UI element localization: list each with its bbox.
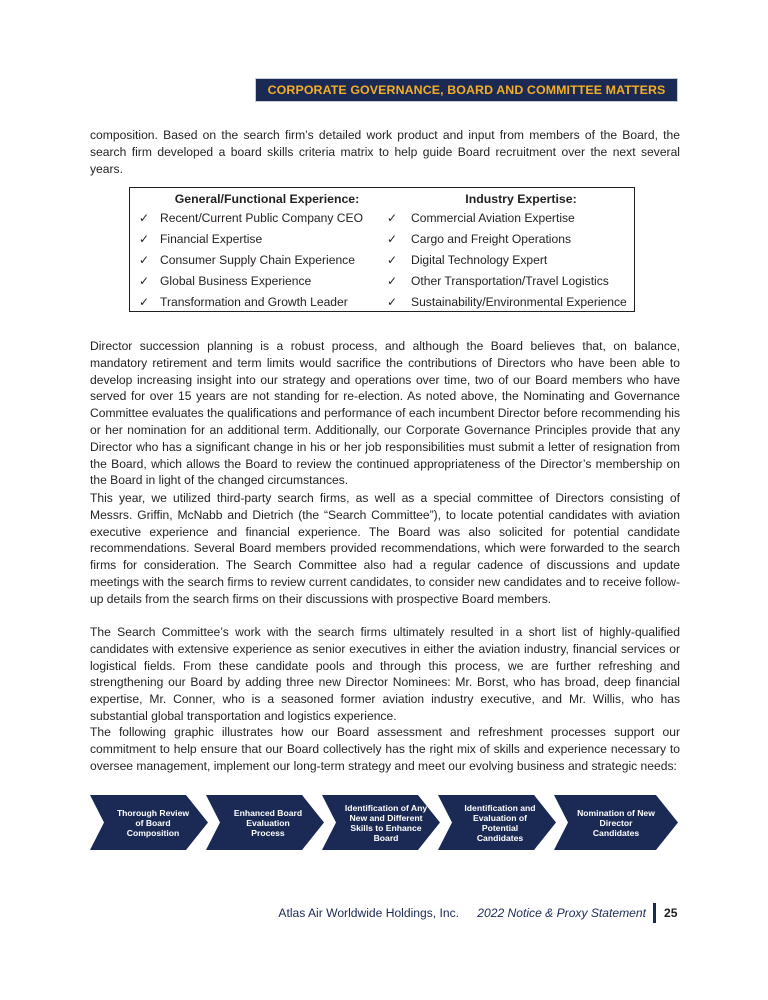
skills-column-general xyxy=(130,188,380,313)
checkmark-icon: ✓ xyxy=(387,253,398,267)
board-refreshment-process-graphic xyxy=(90,795,680,850)
checkmark-icon: ✓ xyxy=(139,253,150,267)
skill-label: Commercial Aviation Expertise xyxy=(411,211,575,225)
checkmark-icon: ✓ xyxy=(139,274,150,288)
process-step-label: Enhanced Board Evaluation Process xyxy=(233,807,303,838)
skills-column-industry xyxy=(382,188,634,313)
search-committee-paragraph: The Search Committee’s work with the search firms ultimately resulted in a short list of highly-qualified candidates with extensive experience as senior executives in either the aviation industry, financial services or logistical fields. From these candidate pools and through this process, we are further refreshing and strengthening our Board by adding three new Director Nominees: Mr. Borst, who has broad, deep financial expertise, Mr. Conner, who is a seasoned former aviation industry executive, and Mr. Willis, who has substantial global transportation and logistics experience. xyxy=(90,625,680,723)
skill-label: Consumer Supply Chain Experience xyxy=(160,253,355,267)
process-step-label: Identification and Evaluation of Potential Candidates xyxy=(464,802,536,843)
checkmark-icon: ✓ xyxy=(387,211,398,225)
page-footer xyxy=(0,906,768,922)
graphic-intro-paragraph: The following graphic illustrates how our Board assessment and refreshment processes support our commitment to help ensure that our Board collectively has the right mix of skills and experience necessary to oversee management, implement our long-term strategy and meet our evolving business and strategic needs: xyxy=(90,725,680,773)
skill-label: Recent/Current Public Company CEO xyxy=(160,211,363,225)
skill-label: Financial Expertise xyxy=(160,232,263,246)
skill-item xyxy=(382,292,634,313)
skills-heading-industry: Industry Expertise: xyxy=(465,192,577,206)
succession-paragraph: Director succession planning is a robust process, and although the Board believes that, on balance, mandatory retirement and term limits would sacrifice the contributions of Directors who have been able to develop increasing insight into our strategy and operations over time, two of our Board members who have served for over 15 years are not standing for re-election. As noted above, the Nominating and Governance Committee evaluates the qualifications and performance of each incumbent Director before recommending his or her nomination for an additional term. Additionally, our Corporate Governance Principles provide that any Director who has a significant change in his or her job responsibilities must submit a letter of resignation from the Board, which allows the Board to review the continued appropriateness of the Director’s membership on the Board in light of the changed circumstances. xyxy=(90,339,680,488)
skill-label: Other Transportation/Travel Logistics xyxy=(411,274,609,288)
skills-heading-general: General/Functional Experience: xyxy=(174,192,360,206)
skill-item xyxy=(130,271,380,292)
intro-paragraph: composition. Based on the search firm’s detailed work product and input from members of the Board, the search firm developed a board skills criteria matrix to help guide Board recruitment over the next several years. xyxy=(90,128,680,176)
page-number: 25 xyxy=(664,906,678,920)
process-step-label: Thorough Review of Board Composition xyxy=(116,807,190,838)
checkmark-icon: ✓ xyxy=(387,232,398,246)
skill-label: Cargo and Freight Operations xyxy=(411,232,571,246)
skill-label: Sustainability/Environmental Experience xyxy=(411,295,627,309)
section-title-banner: CORPORATE GOVERNANCE, BOARD AND COMMITTEE MATTERS xyxy=(256,79,677,101)
skill-item xyxy=(382,271,634,292)
skill-item xyxy=(130,292,380,313)
skill-label: Digital Technology Expert xyxy=(411,253,548,267)
process-step-label: Identification of Any New and Different Skills to Enhance Board xyxy=(344,802,428,843)
skill-item xyxy=(382,229,634,250)
checkmark-icon: ✓ xyxy=(139,211,150,225)
skill-item xyxy=(130,250,380,271)
footer-document-title: 2022 Notice & Proxy Statement xyxy=(477,906,646,920)
skill-item xyxy=(382,208,634,229)
skills-matrix-table xyxy=(129,187,635,312)
skill-item xyxy=(130,208,380,229)
footer-company-name: Atlas Air Worldwide Holdings, Inc. xyxy=(278,906,459,920)
skill-label: Transformation and Growth Leader xyxy=(160,295,348,309)
skill-label: Global Business Experience xyxy=(160,274,312,288)
checkmark-icon: ✓ xyxy=(387,274,398,288)
process-step-label: Nomination of New Director Candidates xyxy=(577,807,655,838)
search-firms-paragraph: This year, we utilized third-party search firms, as well as a special committee of Directors consisting of Messrs. Griffin, McNabb and Dietrich (the “Search Committee”), to locate potential candidates with aviation executive experience and financial experience. The Board was also solicited for potential candidate recommendations. Several Board members provided recommendations, which were forwarded to the search firms for consideration. The Search Committee also had a regular cadence of discussions and update meetings with the search firms to review current candidates, to consider new candidates and to receive follow-up details from the search firms on their discussions with prospective Board members. xyxy=(90,491,680,606)
checkmark-icon: ✓ xyxy=(139,232,150,246)
checkmark-icon: ✓ xyxy=(387,295,398,309)
skill-item xyxy=(130,229,380,250)
skill-item xyxy=(382,250,634,271)
footer-divider xyxy=(653,903,656,923)
checkmark-icon: ✓ xyxy=(139,295,150,309)
